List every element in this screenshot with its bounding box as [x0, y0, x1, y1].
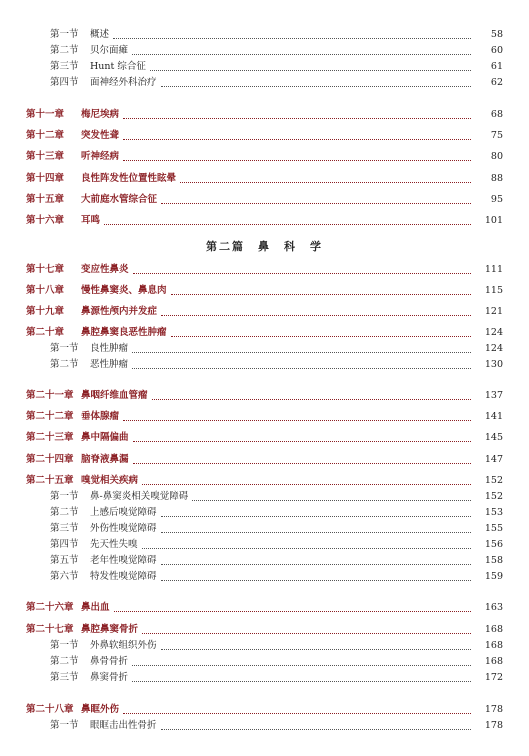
chapter-title: 嗅觉相关疾病: [81, 475, 139, 486]
dot-leader: [133, 462, 471, 464]
entry-page: 172: [484, 672, 503, 683]
entry-title: 上感后嗅觉障碍: [90, 507, 157, 518]
toc-entry[interactable]: [0, 75, 529, 91]
toc-chapter-entry[interactable]: [0, 107, 529, 123]
toc-entry[interactable]: [0, 357, 529, 373]
chapter-label: 第十三章: [26, 151, 65, 162]
entry-page: 101: [484, 215, 503, 226]
chapter-label: 第二十章: [26, 327, 65, 338]
dot-leader: [104, 223, 471, 225]
entry-page: 163: [484, 602, 503, 613]
chapter-label: 第十五章: [26, 194, 65, 205]
dot-leader: [123, 712, 471, 714]
toc-chapter-entry[interactable]: [0, 430, 529, 446]
entry-title: 鼻骨骨折: [90, 656, 129, 667]
entry-title: 贝尔面瘫: [90, 45, 129, 56]
entry-title: 老年性嗅觉障碍: [90, 555, 157, 566]
dot-leader: [123, 138, 471, 140]
chapter-label: 第二十八章: [26, 704, 74, 715]
chapter-title: 听神经病: [81, 151, 120, 162]
dot-leader: [113, 37, 471, 39]
entry-page: 152: [484, 475, 503, 486]
chapter-title: 脑脊液鼻漏: [81, 454, 129, 465]
dot-leader: [161, 563, 471, 565]
entry-label: 第二节: [50, 359, 79, 370]
entry-label: 第一节: [50, 491, 79, 502]
toc-chapter-entry[interactable]: [0, 128, 529, 144]
dot-leader: [161, 728, 471, 730]
toc-chapter-entry[interactable]: [0, 262, 529, 278]
dot-leader: [123, 159, 471, 161]
toc-chapter-entry[interactable]: [0, 452, 529, 468]
entry-label: 第六节: [50, 571, 79, 582]
dot-leader: [171, 335, 471, 337]
toc-entry[interactable]: [0, 638, 529, 654]
dot-leader: [161, 531, 471, 533]
entry-page: 178: [484, 704, 503, 715]
entry-title: 鼻-鼻窦炎相关嗅觉障碍: [90, 491, 189, 502]
chapter-label: 第十二章: [26, 130, 65, 141]
entry-page: 61: [490, 61, 503, 72]
entry-page: 75: [490, 130, 503, 141]
dot-leader: [132, 367, 471, 369]
entry-label: 第一节: [50, 720, 79, 731]
dot-leader: [142, 632, 471, 634]
chapter-title: 鼻咽纤维血管瘤: [81, 390, 148, 401]
toc-chapter-entry[interactable]: [0, 388, 529, 404]
toc-entry[interactable]: [0, 654, 529, 670]
dot-leader: [142, 547, 471, 549]
entry-label: 第一节: [50, 343, 79, 354]
chapter-label: 第十四章: [26, 173, 65, 184]
entry-label: 第四节: [50, 539, 79, 550]
entry-page: 62: [490, 77, 503, 88]
dot-leader: [152, 398, 471, 400]
entry-label: 第三节: [50, 523, 79, 534]
entry-label: 第一节: [50, 640, 79, 651]
toc-entry[interactable]: [0, 505, 529, 521]
entry-title: 恶性肿瘤: [90, 359, 129, 370]
entry-page: 137: [484, 390, 503, 401]
toc-entry[interactable]: [0, 521, 529, 537]
toc-chapter-entry[interactable]: [0, 325, 529, 341]
dot-leader: [171, 293, 471, 295]
dot-leader: [161, 314, 471, 316]
toc-chapter-entry[interactable]: [0, 283, 529, 299]
dot-leader: [142, 483, 471, 485]
toc-entry[interactable]: [0, 59, 529, 75]
chapter-label: 第十八章: [26, 285, 65, 296]
toc-entry[interactable]: [0, 553, 529, 569]
dot-leader: [114, 610, 471, 612]
entry-label: 第五节: [50, 555, 79, 566]
entry-title: 概述: [90, 29, 110, 40]
entry-label: 第二节: [50, 507, 79, 518]
dot-leader: [133, 440, 471, 442]
dot-leader: [132, 664, 471, 666]
toc-entry[interactable]: [0, 489, 529, 505]
entry-title: 外伤性嗅觉障碍: [90, 523, 157, 534]
entry-label: 第二节: [50, 656, 79, 667]
dot-leader: [161, 85, 471, 87]
dot-leader: [123, 117, 471, 119]
dot-leader: [192, 499, 471, 501]
chapter-label: 第二十四章: [26, 454, 74, 465]
dot-leader: [161, 202, 471, 204]
toc-entry[interactable]: [0, 670, 529, 686]
entry-page: 88: [490, 173, 503, 184]
dot-leader: [180, 181, 471, 183]
dot-leader: [133, 272, 471, 274]
entry-page: 168: [484, 640, 503, 651]
chapter-label: 第二十五章: [26, 475, 74, 486]
toc-chapter-entry[interactable]: [0, 171, 529, 187]
entry-page: 159: [484, 571, 503, 582]
chapter-title: 鼻腔鼻窦骨折: [81, 624, 139, 635]
chapter-label: 第二十二章: [26, 411, 74, 422]
entry-page: 115: [484, 285, 503, 296]
chapter-title: 鼻源性颅内并发症: [81, 306, 158, 317]
dot-leader: [132, 680, 471, 682]
toc-entry[interactable]: [0, 341, 529, 357]
entry-page: 152: [484, 491, 503, 502]
chapter-title: 鼻出血: [81, 602, 110, 613]
chapter-title: 慢性鼻窦炎、鼻息肉: [81, 285, 167, 296]
entry-page: 60: [490, 45, 503, 56]
chapter-label: 第二十六章: [26, 602, 74, 613]
entry-page: 158: [484, 555, 503, 566]
chapter-title: 变应性鼻炎: [81, 264, 129, 275]
chapter-title: 良性阵发性位置性眩晕: [81, 173, 177, 184]
toc-chapter-entry[interactable]: [0, 192, 529, 208]
entry-page: 153: [484, 507, 503, 518]
toc-chapter-entry[interactable]: [0, 304, 529, 320]
entry-title: 外鼻软组织外伤: [90, 640, 157, 651]
chapter-title: 梅尼埃病: [81, 109, 120, 120]
chapter-title: 耳鸣: [81, 215, 101, 226]
part-heading: 第二篇 鼻 科 学: [206, 240, 323, 253]
entry-title: 良性肿瘤: [90, 343, 129, 354]
chapter-title: 大前庭水管综合征: [81, 194, 158, 205]
toc-entry[interactable]: [0, 27, 529, 43]
dot-leader: [161, 648, 471, 650]
chapter-label: 第十一章: [26, 109, 65, 120]
dot-leader: [132, 351, 471, 353]
toc-chapter-entry[interactable]: [0, 600, 529, 616]
toc-entry[interactable]: [0, 537, 529, 553]
entry-label: 第二节: [50, 45, 79, 56]
chapter-label: 第二十三章: [26, 432, 74, 443]
entry-page: 111: [484, 264, 503, 275]
toc-chapter-entry[interactable]: [0, 622, 529, 638]
entry-page: 124: [484, 343, 503, 354]
chapter-label: 第二十七章: [26, 624, 74, 635]
entry-page: 155: [484, 523, 503, 534]
entry-page: 145: [484, 432, 503, 443]
entry-page: 68: [490, 109, 503, 120]
toc-entry[interactable]: [0, 718, 529, 734]
chapter-label: 第二十一章: [26, 390, 74, 401]
entry-page: 130: [484, 359, 503, 370]
chapter-title: 突发性聋: [81, 130, 120, 141]
dot-leader: [161, 515, 471, 517]
dot-leader: [150, 69, 471, 71]
chapter-title: 垂体腺瘤: [81, 411, 120, 422]
entry-page: 58: [490, 29, 503, 40]
entry-label: 第三节: [50, 61, 79, 72]
entry-page: 95: [490, 194, 503, 205]
entry-title: 特发性嗅觉障碍: [90, 571, 157, 582]
entry-page: 178: [484, 720, 503, 731]
toc-chapter-entry[interactable]: [0, 149, 529, 165]
chapter-title: 鼻腔鼻窦良恶性肿瘤: [81, 327, 167, 338]
entry-label: 第三节: [50, 672, 79, 683]
entry-title: 眼眶击出性骨折: [90, 720, 157, 731]
dot-leader: [161, 579, 471, 581]
dot-leader: [132, 53, 471, 55]
entry-title: 先天性失嗅: [90, 539, 138, 550]
entry-page: 80: [490, 151, 503, 162]
entry-page: 168: [484, 656, 503, 667]
entry-label: 第四节: [50, 77, 79, 88]
chapter-label: 第十九章: [26, 306, 65, 317]
chapter-label: 第十六章: [26, 215, 65, 226]
chapter-title: 鼻眶外伤: [81, 704, 120, 715]
toc-entry[interactable]: [0, 43, 529, 59]
chapter-title: 鼻中隔偏曲: [81, 432, 129, 443]
entry-page: 156: [484, 539, 503, 550]
toc-chapter-entry[interactable]: [0, 473, 529, 489]
toc-entry[interactable]: [0, 569, 529, 585]
toc-chapter-entry[interactable]: [0, 702, 529, 718]
dot-leader: [123, 419, 471, 421]
entry-page: 168: [484, 624, 503, 635]
entry-page: 124: [484, 327, 503, 338]
entry-label: 第一节: [50, 29, 79, 40]
entry-page: 121: [484, 306, 503, 317]
entry-title: Hunt 综合征: [90, 61, 146, 72]
entry-page: 147: [484, 454, 503, 465]
chapter-label: 第十七章: [26, 264, 65, 275]
entry-page: 141: [484, 411, 503, 422]
entry-title: 鼻窦骨折: [90, 672, 129, 683]
toc-chapter-entry[interactable]: [0, 213, 529, 229]
entry-title: 面神经外科治疗: [90, 77, 157, 88]
toc-chapter-entry[interactable]: [0, 409, 529, 425]
